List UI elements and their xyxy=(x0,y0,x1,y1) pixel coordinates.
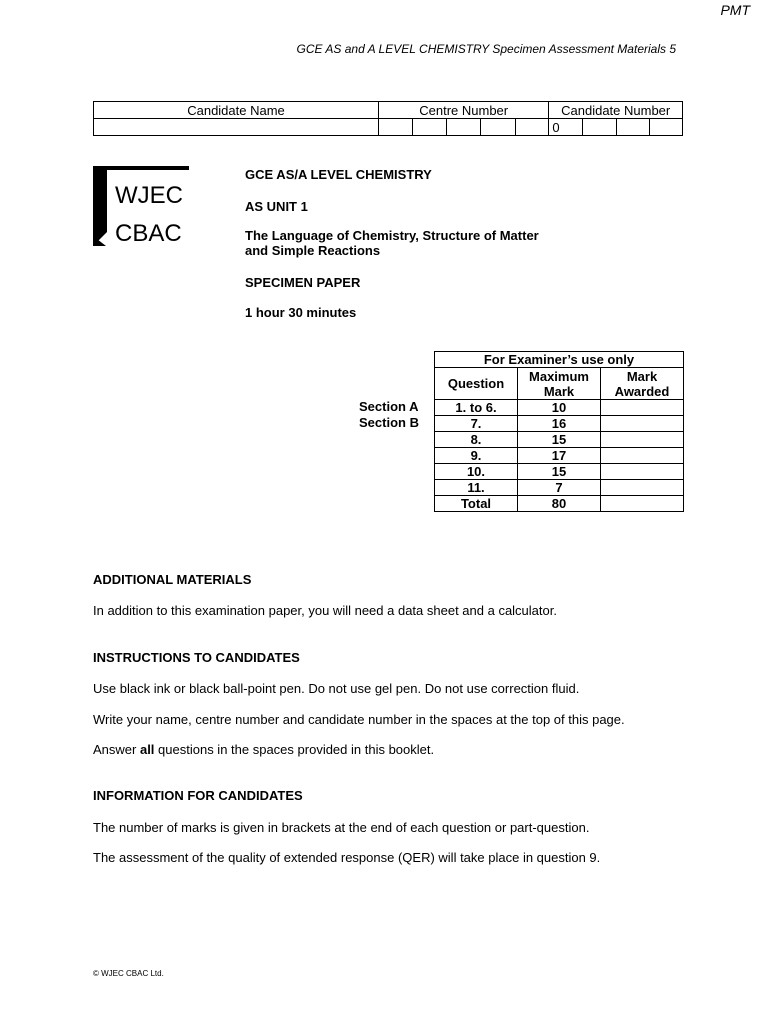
additional-materials-heading: ADDITIONAL MATERIALS xyxy=(93,572,252,587)
instruction-3-pre: Answer xyxy=(93,742,140,757)
col-mark-awarded-header xyxy=(601,368,684,400)
mark-awarded-cell[interactable] xyxy=(601,448,684,464)
unit-subtitle xyxy=(245,228,539,258)
centre-number-label: Centre Number xyxy=(379,102,549,119)
instruction-2: Write your name, centre number and candidate number in the spaces at the top of this page. xyxy=(93,712,625,727)
examiner-table-row xyxy=(435,432,684,448)
centre-digit-2[interactable] xyxy=(412,119,447,136)
col-awarded-line-1: Mark xyxy=(626,368,658,384)
question-cell: 9. xyxy=(435,448,518,464)
examiner-table-row xyxy=(435,464,684,480)
candidate-details-table xyxy=(93,101,683,136)
information-heading: INFORMATION FOR CANDIDATES xyxy=(93,788,303,803)
candidate-digit-2[interactable] xyxy=(583,119,617,136)
question-cell: 8. xyxy=(435,432,518,448)
specimen-label: SPECIMEN PAPER xyxy=(245,275,361,290)
unit-subtitle-line-1: The Language of Chemistry, Structure of Matter xyxy=(245,228,539,243)
information-2: The assessment of the quality of extended response (QER) will take place in question 9. xyxy=(93,850,601,865)
instruction-3-post: questions in the spaces provided in this booklet. xyxy=(154,742,435,757)
section-b-label: Section B xyxy=(359,415,419,430)
additional-materials-text: In addition to this examination paper, you will need a data sheet and a calculator. xyxy=(93,603,557,618)
max-mark-cell: 15 xyxy=(518,464,601,480)
candidate-name-label: Candidate Name xyxy=(94,102,379,119)
col-question-header: Question xyxy=(435,368,518,400)
examiner-table-row xyxy=(435,448,684,464)
pmt-mark: PMT xyxy=(720,2,750,18)
centre-digit-1[interactable] xyxy=(379,119,413,136)
copyright-footer: © WJEC CBAC Ltd. xyxy=(93,969,164,978)
col-max-line-1: Maximum xyxy=(529,368,589,384)
duration: 1 hour 30 minutes xyxy=(245,305,357,320)
instruction-3 xyxy=(93,742,434,757)
section-a-label: Section A xyxy=(359,399,419,414)
col-max-mark-header xyxy=(518,368,601,400)
max-mark-cell: 10 xyxy=(518,400,601,416)
question-cell: 11. xyxy=(435,480,518,496)
max-mark-cell: 16 xyxy=(518,416,601,432)
candidate-digit-1: 0 xyxy=(549,119,583,136)
mark-awarded-cell[interactable] xyxy=(601,496,684,512)
col-max-line-2: Mark xyxy=(543,383,575,399)
candidate-digit-4[interactable] xyxy=(650,119,683,136)
logo-text-cbac: CBAC xyxy=(115,220,182,246)
qualification-title: GCE AS/A LEVEL CHEMISTRY xyxy=(245,167,432,182)
examiner-table-row xyxy=(435,416,684,432)
max-mark-cell: 17 xyxy=(518,448,601,464)
centre-digit-5[interactable] xyxy=(515,119,549,136)
logo-text-wjec: WJEC xyxy=(115,182,183,209)
information-1: The number of marks is given in brackets at the end of each question or part-question. xyxy=(93,820,590,835)
examiner-table-row xyxy=(435,480,684,496)
max-mark-cell: 7 xyxy=(518,480,601,496)
examiner-use-table xyxy=(434,351,684,512)
mark-awarded-cell[interactable] xyxy=(601,480,684,496)
question-cell: Total xyxy=(435,496,518,512)
wjec-cbac-logo xyxy=(93,166,211,246)
unit-title: AS UNIT 1 xyxy=(245,199,308,214)
instructions-heading: INSTRUCTIONS TO CANDIDATES xyxy=(93,650,300,665)
question-cell: 7. xyxy=(435,416,518,432)
col-awarded-line-2: Awarded xyxy=(614,383,670,399)
running-head: GCE AS and A LEVEL CHEMISTRY Specimen Assessment Materials 5 xyxy=(296,42,676,56)
unit-subtitle-line-2: and Simple Reactions xyxy=(245,243,381,258)
max-mark-cell: 80 xyxy=(518,496,601,512)
mark-awarded-cell[interactable] xyxy=(601,432,684,448)
mark-awarded-cell[interactable] xyxy=(601,464,684,480)
question-cell: 10. xyxy=(435,464,518,480)
centre-digit-4[interactable] xyxy=(481,119,516,136)
examiner-table-heading: For Examiner’s use only xyxy=(435,352,684,368)
mark-awarded-cell[interactable] xyxy=(601,416,684,432)
candidate-name-field[interactable] xyxy=(94,119,379,136)
centre-digit-3[interactable] xyxy=(447,119,481,136)
question-cell: 1. to 6. xyxy=(435,400,518,416)
max-mark-cell: 15 xyxy=(518,432,601,448)
examiner-table-row xyxy=(435,400,684,416)
candidate-digit-3[interactable] xyxy=(616,119,650,136)
examiner-table-row xyxy=(435,496,684,512)
mark-awarded-cell[interactable] xyxy=(601,400,684,416)
instruction-1: Use black ink or black ball-point pen. Do not use gel pen. Do not use correction fluid. xyxy=(93,681,580,696)
instruction-3-bold: all xyxy=(139,742,155,757)
candidate-number-label: Candidate Number xyxy=(549,102,683,119)
